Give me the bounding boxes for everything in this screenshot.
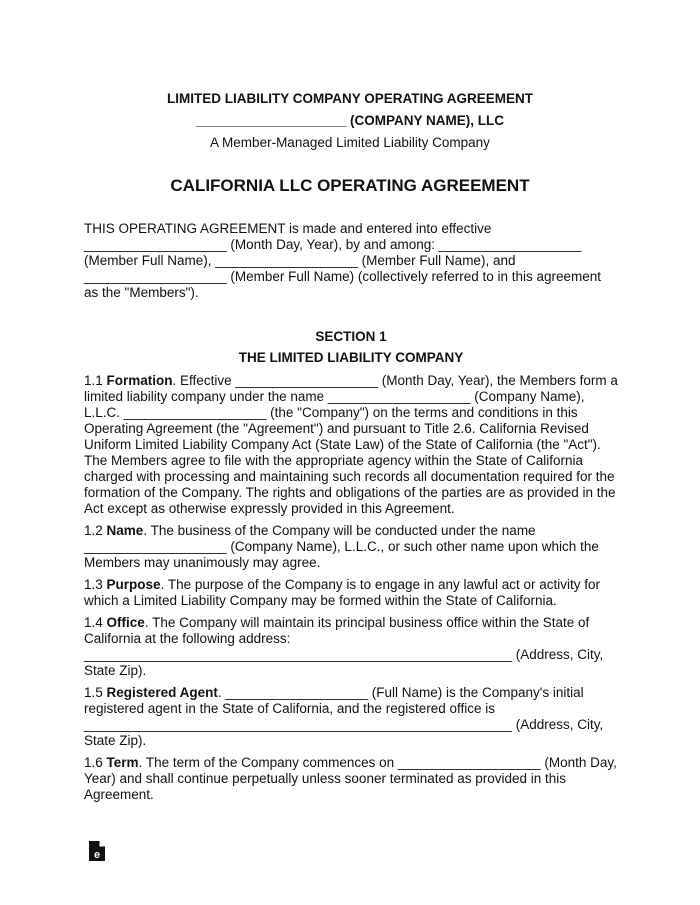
- clause-heading: Name: [106, 523, 144, 538]
- clause-number: 1.3: [84, 577, 103, 592]
- document-title: CALIFORNIA LLC OPERATING AGREEMENT: [170, 176, 530, 195]
- clause-1-3: [84, 577, 618, 609]
- clause-number: 1.5: [84, 685, 103, 700]
- clause-number: 1.6: [84, 755, 103, 770]
- clause-heading: Office: [106, 615, 145, 630]
- clause-text: . The Company will maintain its principal business office within the State of California at the following address: _________________________________________________________ (Address, City, State Zip).: [84, 615, 604, 678]
- clause-1-5: [84, 685, 618, 749]
- clause-1-1: [84, 373, 618, 517]
- clause-number: 1.4: [84, 615, 103, 630]
- intro-paragraph: THIS OPERATING AGREEMENT is made and entered into effective ___________________ (Month Day, Year), by and among: ___________________ (Member Full Name), ___________________ (Member Full Name), and ___________________ (Member Full Name) (collectively referred to in this agreement as the "Members").: [84, 221, 602, 300]
- header-line-1: LIMITED LIABILITY COMPANY OPERATING AGREEMENT: [166, 91, 533, 106]
- clause-heading: Purpose: [106, 577, 161, 592]
- clause-1-4: [84, 615, 618, 679]
- clause-1-2: [84, 523, 618, 571]
- clause-text: . The term of the Company commences on ___________________ (Month Day, Year) and shall continue perpetually unless sooner terminated as provided in this Agreement.: [84, 755, 617, 802]
- clause-heading: Formation: [106, 373, 173, 388]
- document-header: [0, 88, 700, 154]
- section-title: THE LIMITED LIABILITY COMPANY: [238, 350, 464, 365]
- clause-heading: Registered Agent: [106, 685, 218, 700]
- clause-number: 1.1: [84, 373, 103, 388]
- document-body: [84, 221, 618, 809]
- clause-1-6: [84, 755, 618, 803]
- clause-text: . ___________________ (Full Name) is the Company's initial registered agent in the State of California, and the registered office is _________________________________________________________ (Address, City, State Zip).: [84, 685, 604, 748]
- header-line-3: A Member-Managed Limited Liability Company: [210, 135, 490, 150]
- header-line-2: ____________________ (COMPANY NAME), LLC: [196, 113, 504, 128]
- svg-text:e: e: [93, 849, 101, 861]
- eforms-logo-icon-graphic: [88, 840, 106, 862]
- section-number: SECTION 1: [315, 329, 387, 344]
- clause-heading: Term: [106, 755, 139, 770]
- clause-text: . The business of the Company will be conducted under the name ___________________ (Company Name), L.L.C., or such other name upon which the Members may unanimously may agree.: [84, 523, 599, 570]
- eforms-logo-icon: [88, 840, 106, 862]
- clause-text: . Effective ___________________ (Month Day, Year), the Members form a limited liability company under the name ___________________ (Company Name), L.L.C. ___________________ (the "Company") on the terms and conditions in this Operating Agreement (the "Agreement") and pursuant to Title 2.6. California Revised Uniform Limited Liability Company Act (State Law) of the State of California (the "Act"). The Members agree to file with the appropriate agency within the State of California charged with processing and maintaining such records all documentation required for the formation of the Company. The rights and obligations of the parties are as provided in the Act except as otherwise expressly provided in this Agreement.: [84, 373, 618, 516]
- clause-text: . The purpose of the Company is to engage in any lawful act or activity for which a Limited Liability Company may be formed within the State of California.: [84, 577, 601, 608]
- clause-number: 1.2: [84, 523, 103, 538]
